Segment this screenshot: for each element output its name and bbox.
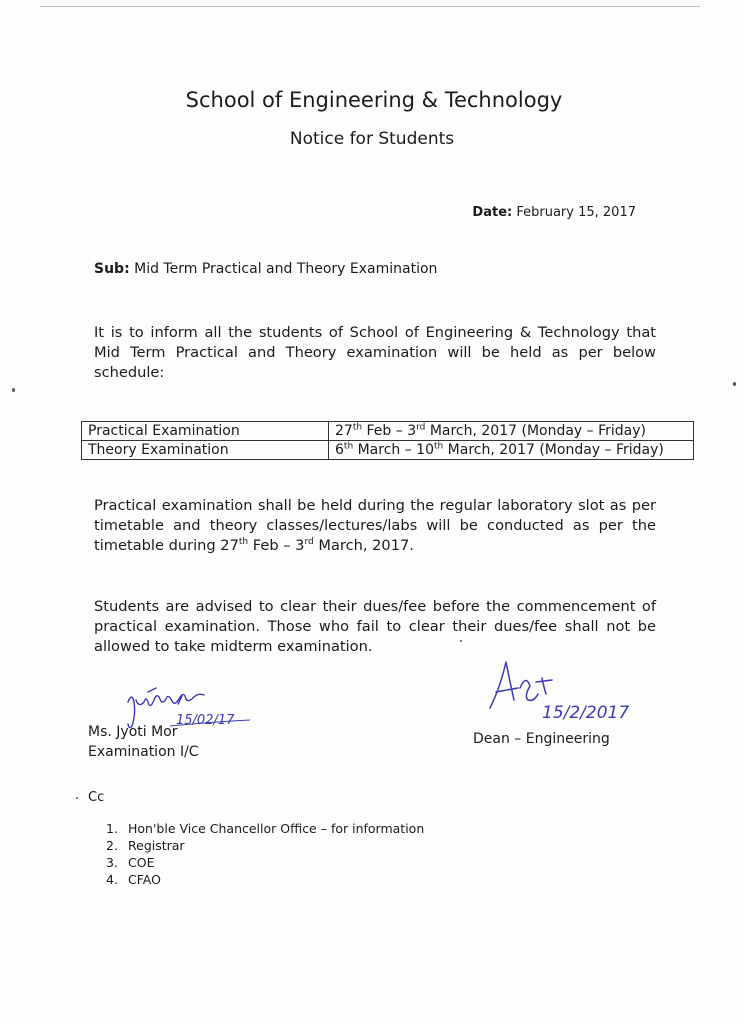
list-item: 2. Registrar xyxy=(106,838,185,853)
signatory-role: Examination I/C xyxy=(88,744,199,760)
schedule-table xyxy=(81,421,694,460)
subject-value: Mid Term Practical and Theory Examination xyxy=(134,261,438,277)
intro-paragraph: It is to inform all the students of School of Engineering & Technology that Mid Term Practical and Theory examination will be held as per below schedule: xyxy=(94,324,656,381)
scan-speck xyxy=(733,382,736,386)
subject-label: Sub: xyxy=(94,261,130,277)
scan-edge-line xyxy=(40,6,700,7)
list-item: 4. CFAO xyxy=(106,872,161,887)
cc-label: Cc xyxy=(88,790,105,805)
dues-note-paragraph: Students are advised to clear their dues/fee before the commencement of practical examination. Those who fail to clear their dues/fee shall not be allowed to take midterm examination. xyxy=(94,598,656,655)
subject-line xyxy=(94,261,437,277)
exam-name-cell: Theory Examination xyxy=(82,441,329,460)
scan-speck xyxy=(12,388,15,392)
practical-note-paragraph: Practical examination shall be held during the regular laboratory slot as per timetable and theory classes/lectures/labs will be conducted as per the timetable during 27th Feb – 3rd March, 2017. xyxy=(94,497,656,554)
left-signature-date: 15/02/17 xyxy=(176,713,235,728)
school-title: School of Engineering & Technology xyxy=(185,88,563,112)
exam-dates-cell: 6th March – 10th March, 2017 (Monday – Friday) xyxy=(329,441,694,460)
exam-name-cell: Practical Examination xyxy=(82,422,329,441)
notice-title: Notice for Students xyxy=(289,129,455,149)
list-item: 1. Hon'ble Vice Chancellor Office – for information xyxy=(106,821,425,836)
list-item: 3. COE xyxy=(106,855,155,870)
right-signature-date: 15/2/2017 xyxy=(542,703,630,723)
dean-label: Dean – Engineering xyxy=(473,731,610,747)
date-line xyxy=(472,205,636,220)
exam-dates-cell: 27th Feb – 3rd March, 2017 (Monday – Friday) xyxy=(329,422,694,441)
table-row xyxy=(82,441,694,460)
scan-speck xyxy=(76,797,78,799)
cc-list xyxy=(106,820,424,888)
date-label: Date: xyxy=(472,205,513,220)
right-signature xyxy=(486,658,666,728)
scan-speck xyxy=(460,640,462,642)
table-row xyxy=(82,422,694,441)
signatory-name: Ms. Jyoti Mor xyxy=(88,724,178,740)
date-value: February 15, 2017 xyxy=(516,205,636,220)
